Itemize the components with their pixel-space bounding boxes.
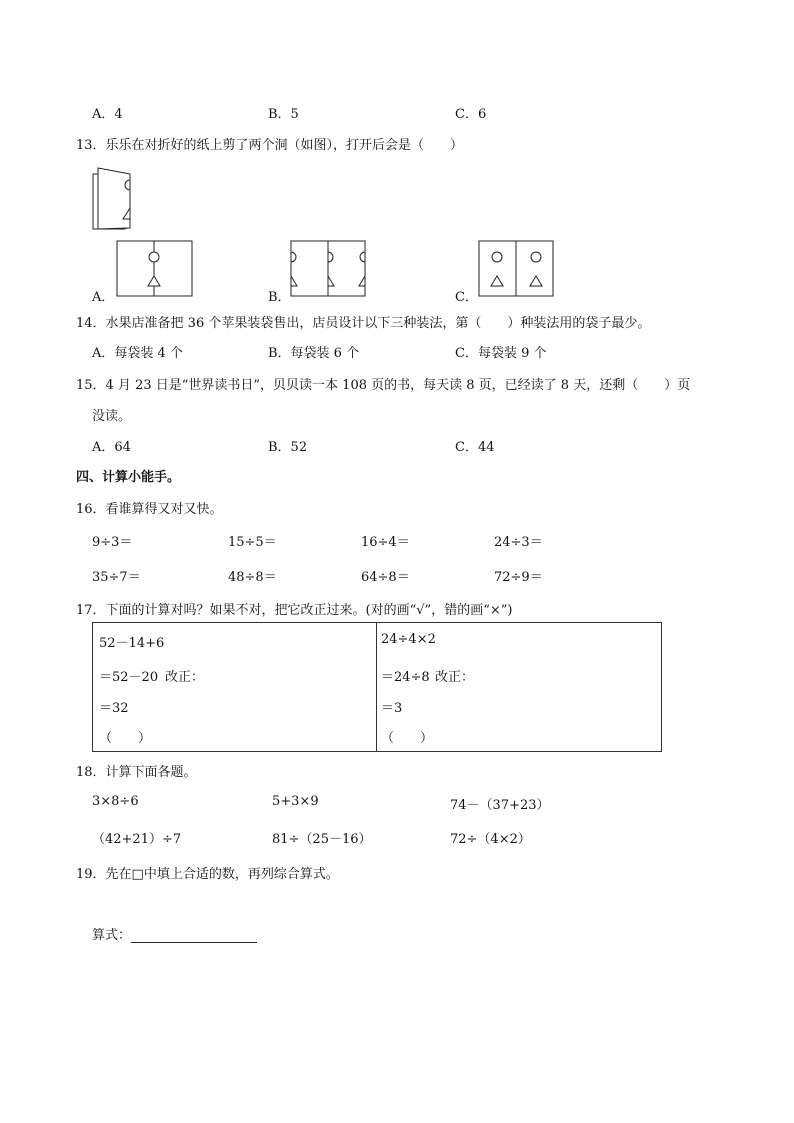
right-judge-paren[interactable]: （ ） [381, 731, 434, 746]
q18-question: 18．计算下面各题。 [76, 765, 197, 780]
table-divider [376, 623, 377, 751]
q16-item: 35÷7＝ [92, 570, 141, 585]
q16-item: 16÷4＝ [361, 535, 410, 550]
circle-shape [492, 252, 502, 262]
q13-question: 13．乐乐在对折好的纸上剪了两个洞（如图），打开后会是（ ） [76, 138, 464, 153]
left-line-2: ＝52－20 [99, 670, 159, 685]
half-triangle-shape [291, 276, 297, 286]
q12-option-a: A．4 [92, 107, 123, 122]
q13-option-b-label: B． [268, 290, 291, 305]
left-judge-paren[interactable]: （ ） [99, 731, 152, 746]
q16-item: 9÷3＝ [92, 535, 133, 550]
q15-option-c: C．44 [455, 440, 495, 455]
triangle-shape [148, 276, 160, 286]
q13-option-c-label: C． [455, 290, 478, 305]
q16-item: 15÷5＝ [228, 535, 277, 550]
q18-item: 72÷（4×2） [450, 832, 531, 847]
q15-question-line1: 15．4 月 23 日是“世界读书日”，贝贝读一本 108 页的书，每天读 8 页，已经读了 8 天，还剩（ ）页 [76, 378, 691, 393]
right-line-1: 24÷4×2 [381, 632, 436, 647]
q16-item: 64÷8＝ [361, 570, 410, 585]
q16-item: 72÷9＝ [494, 570, 543, 585]
section-4-title: 四、计算小能手。 [76, 470, 181, 485]
q18-item: 3×8÷6 [92, 794, 139, 809]
right-fix-label: 改正： [435, 670, 475, 685]
circle-shape [149, 252, 159, 262]
q17-question: 17．下面的计算对吗？如果不对，把它改正过来。(对的画“√”，错的画“×”) [76, 603, 513, 618]
left-line-3: ＝32 [99, 701, 129, 716]
q18-item: 81÷（25－16） [272, 832, 372, 847]
q16-item: 24÷3＝ [494, 535, 543, 550]
q13-option-c-figure [478, 240, 556, 298]
q13-option-b-figure [290, 240, 368, 298]
triangle-shape [491, 276, 503, 286]
right-line-3: ＝3 [381, 701, 403, 716]
half-circle-shape [291, 252, 296, 262]
q18-item: 5+3×9 [272, 794, 319, 809]
q18-item: 74－（37+23） [450, 798, 550, 813]
q18-item: （42+21）÷7 [92, 832, 182, 847]
q15-option-a: A．64 [92, 440, 131, 455]
left-fix-label: 改正： [165, 670, 205, 685]
paper-front [98, 168, 130, 229]
q13-option-a-figure [116, 240, 194, 298]
q14-question: 14．水果店准备把 36 个苹果装袋售出，店员设计以下三种装法，第（ ）种装法用的袋子最少。 [76, 316, 651, 331]
q13-option-a-label: A． [92, 290, 115, 305]
q17-table [92, 622, 662, 752]
folded-paper-figure [92, 166, 134, 232]
q14-option-c: C．每袋装 9 个 [455, 346, 547, 361]
q19-question: 19．先在□中填上合适的数，再列综合算式。 [76, 867, 339, 882]
q15-option-b: B．52 [268, 440, 308, 455]
left-line-1: 52－14+6 [99, 636, 165, 651]
q16-item: 48÷8＝ [228, 570, 277, 585]
q15-question-line2: 没读。 [92, 409, 132, 424]
q14-option-a: A．每袋装 4 个 [92, 346, 183, 361]
formula-answer-blank[interactable] [131, 928, 257, 943]
formula-label: 算式： [92, 928, 132, 943]
right-line-2: ＝24÷8 [381, 670, 430, 685]
q19-formula [92, 924, 257, 943]
q16-question: 16．看谁算得又对又快。 [76, 502, 223, 517]
q14-option-b: B．每袋装 6 个 [268, 346, 360, 361]
q12-option-b: B．5 [268, 107, 299, 122]
q12-option-c: C．6 [455, 107, 487, 122]
